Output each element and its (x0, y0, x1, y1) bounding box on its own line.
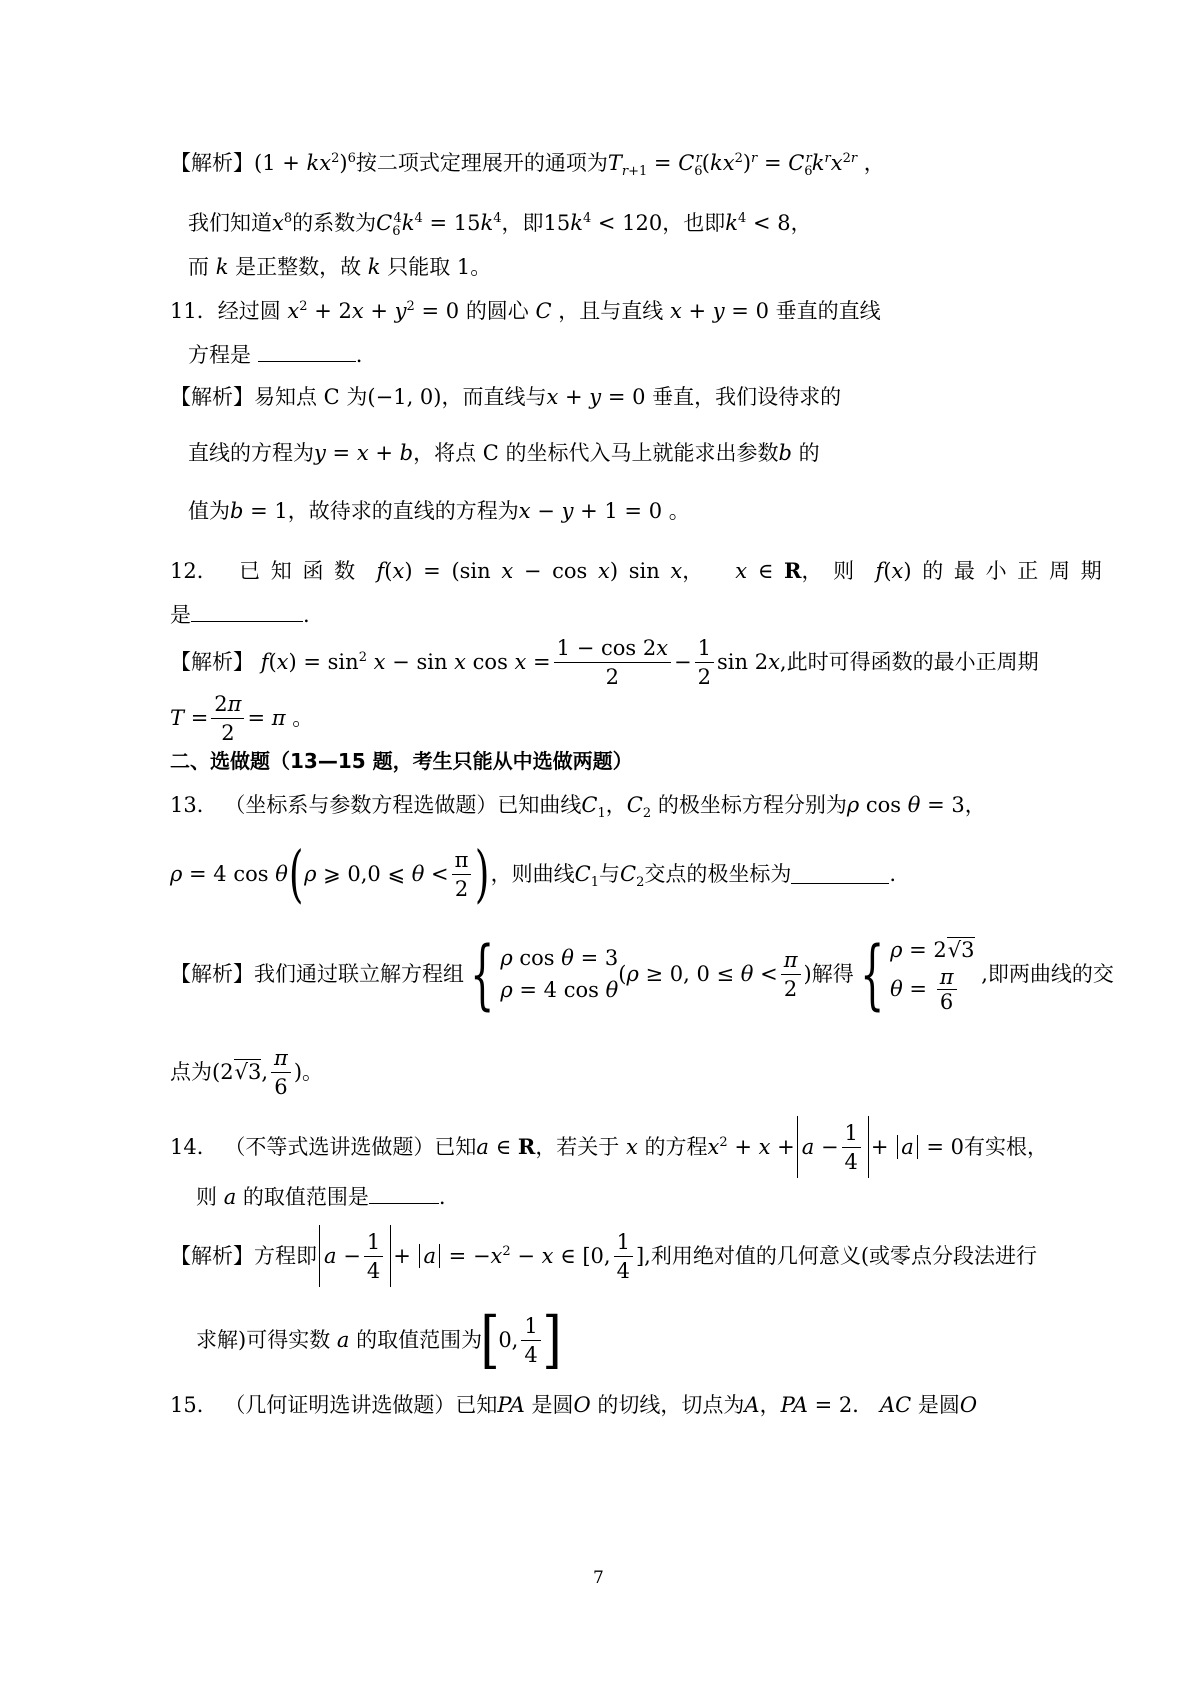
text: ， (759, 1393, 781, 1417)
text: ， 则 (801, 559, 855, 583)
math-expr: − (674, 650, 692, 674)
text: 的 最 小 正 周 期 (922, 559, 1102, 583)
text: ， (682, 559, 704, 583)
question-number: 14． (170, 1135, 218, 1159)
fraction: $\frac{\pi}{2}$ (781, 946, 801, 1003)
text: ，则曲线 (490, 862, 575, 886)
text: ． (852, 1393, 874, 1417)
text: 。 (292, 706, 314, 730)
question-11: 11．经过圆 $x^2 + 2x + y^2 = 0$ 的圆心 C ，且与直线 x + y = 0 垂直的直线 (170, 299, 881, 323)
fraction: $\frac{1}{2}$ (695, 634, 714, 691)
brace: { (859, 929, 884, 1018)
section-heading: 二、选做题（13—15 题，考生只能从中选做两题） (170, 749, 633, 773)
fraction: $\frac{1 - \cos 2x}{2}$ (554, 634, 671, 691)
math-expr: ρ ⩾ 0,0 ⩽ θ < (304, 862, 449, 886)
fraction: $\frac{1}{4}$ (521, 1312, 540, 1369)
text: 的取值范围为 (356, 1328, 483, 1352)
text: 。 (668, 499, 690, 523)
brace: { (470, 929, 495, 1018)
math-expr: + a = 0 (870, 1135, 965, 1159)
text: 我们知道 (188, 211, 272, 235)
math-expr: ) (293, 1060, 303, 1084)
answer-13-line-2 (170, 1040, 323, 1104)
text: ,此时可得函数的最小正周期 (779, 650, 1039, 674)
fraction: $\frac{2\pi}{2}$ (211, 690, 244, 747)
math-expr: PA = 2 (780, 1393, 853, 1417)
bracket-left: [ (480, 1303, 500, 1376)
answer-14-line-1 (170, 1220, 1037, 1292)
math-expr: T = (170, 706, 209, 730)
answer-12-line-2 (170, 686, 313, 750)
question-15: 15． （几何证明选讲选做题）已知PA 是圆O 的切线，切点为A，PA = 2． AC 是圆O (170, 1393, 978, 1417)
answer-blank (191, 603, 303, 622)
math-expr: $15k^4 < 120$ (543, 211, 663, 235)
text: 则 (196, 1185, 217, 1209)
question-14: 14． （不等式选讲选做题）已知 a ∈ R ，若关于 x 的方程 $x^2 + x$ + a − $\frac{1}{4}$ + a = 0 有实根， (170, 1112, 1048, 1182)
math-expr: $f(x) = \sin^2 x - \sin x$ cos x = (260, 650, 551, 674)
page-number: 7 (593, 1568, 604, 1588)
question-number: 13． (170, 793, 218, 817)
question-number: 15． (170, 1393, 218, 1417)
math-expr: 0, (498, 1328, 519, 1352)
text: 的圆心 (465, 299, 529, 323)
text: 经过圆 (217, 299, 281, 323)
text: 易知点 C 为 (254, 385, 368, 409)
math-expr: y = x + b (314, 441, 414, 465)
math-expr: ] (635, 1244, 645, 1268)
analysis-label: 【解析】 (170, 151, 254, 175)
answer-14-line-2: 求解)可得实数 a 的取值范围为 [ 0, $\frac{1}{4}$ ] (196, 1303, 562, 1376)
math-expr: $(1 + kx^2)^6$ (254, 151, 356, 175)
math-expr: x + y = 0 (546, 385, 646, 409)
text: 直线的方程为 (188, 441, 314, 465)
text: 解得 (811, 962, 854, 986)
math-expr: ) (803, 962, 812, 986)
text: （不等式选讲选做题）已知 (224, 1135, 477, 1159)
math-expr: (ρ ≥ 0, 0 ≤ θ < (618, 962, 778, 986)
absolute-value: a − $\frac{1}{4}$ (319, 1225, 391, 1287)
text: 点为 (170, 1060, 212, 1084)
question-number: 11． (170, 299, 218, 323)
text: 方程即 (254, 1244, 317, 1268)
math-expr: $x^2 + 2x + y^2 = 0$ (287, 299, 460, 323)
fraction: $\frac{\pi}{6}$ (271, 1044, 291, 1101)
paren-left: ( (288, 837, 304, 910)
text: 按二项式定理展开的通项为 (355, 151, 608, 175)
text: 的取值范围是 (242, 1185, 369, 1209)
question-12 (170, 556, 1102, 586)
math-expr: $k^4 < 8$ (725, 211, 791, 235)
text: 是正整数，故 (235, 255, 362, 279)
text: 的 (798, 441, 820, 465)
question-11-cont: 方程是 . (188, 343, 363, 367)
text: 是圆 (917, 1393, 960, 1417)
text: ,利用绝对值的几何意义(或零点分段法进行 (644, 1244, 1038, 1268)
text: 与 (599, 862, 621, 886)
math-expr: f(x) = (sin x − cos x) sin x (376, 559, 683, 583)
question-13-cont: ρ = 4 cos θ ( ρ ⩾ 0,0 ⩽ θ < $\frac{\pi}{2}$ ) ，则曲线 $C_1$ 与 $C_2$ 交点的极坐标为 . (170, 837, 897, 910)
answer-11-line-3 (188, 496, 690, 526)
text: 是圆 (531, 1393, 574, 1417)
math-expr: $C_1$，$C_2$ (581, 793, 652, 822)
text: 的切线，切点为 (597, 1393, 745, 1417)
math-expr: $C_6^4k^4 = 15k^4$ (376, 211, 502, 240)
text: 方程是 (188, 343, 251, 367)
math-expr: $C_2$ (620, 862, 645, 891)
fraction: $\frac{1}{4}$ (614, 1228, 633, 1285)
math-expr: + $a = -x^2 - x$ ∈ [0, (393, 1244, 611, 1268)
text: 垂直，我们设待求的 (652, 385, 842, 409)
answer-blank (369, 1185, 439, 1204)
math-expr: $x^2 + x$ + (707, 1135, 795, 1159)
text: ， (964, 793, 986, 817)
math-expr: $T_{r+1} = C_6^r(kx^2)^r = C_6^rk^rx^{2r}$ ， (607, 151, 885, 180)
text: ，而直线与 (441, 385, 547, 409)
text: 求解)可得实数 (196, 1328, 331, 1352)
bracket-right: ] (542, 1303, 562, 1376)
answer-11-line-2: 直线的方程为y = x + b，将点 C 的坐标代入马上就能求出参数b 的 (188, 441, 820, 465)
paren-right: ) (475, 837, 490, 910)
text: 交点的极坐标为 (644, 862, 792, 886)
absolute-value: a − $\frac{1}{4}$ (797, 1116, 869, 1178)
text: （几何证明选讲选做题）已知 (224, 1393, 498, 1417)
math-expr: x − y + 1 = 0 (518, 499, 663, 523)
equation-system: ρ cos θ = 3 ρ = 4 cos θ (500, 946, 619, 1002)
text: 有实根， (964, 1135, 1049, 1159)
math-expr: $x^8$ (272, 211, 293, 235)
analysis-label: 【解析】 (170, 385, 254, 409)
question-13 (170, 790, 986, 820)
math-expr: b = 1 (230, 499, 288, 523)
text: 而 (188, 255, 209, 279)
answer-13-line-1 (170, 929, 1114, 1018)
answer-11-line-1 (170, 382, 841, 412)
text: 垂直的直线 (775, 299, 881, 323)
text: 只能取 1。 (387, 255, 492, 279)
analysis-label: 【解析】 (170, 650, 254, 674)
math-expr: x ∈ R (735, 558, 802, 583)
answer-blank (258, 343, 356, 362)
math-expr: ρ cos θ = 3 (846, 793, 965, 817)
equation-system: ρ = 2√3 θ = $\frac{\pi}{6}$ (890, 937, 975, 1014)
math-expr: ρ = 4 cos θ (170, 862, 288, 886)
question-number: 12． (170, 559, 218, 583)
math-expr: x + y = 0 (669, 299, 769, 323)
math-expr: $C_1$ (574, 862, 600, 891)
text: 的方程 (644, 1135, 708, 1159)
text: ，将点 C 的坐标代入马上就能求出参数 (413, 441, 779, 465)
answer-blank (791, 865, 889, 884)
question-14-cont: 则 a 的取值范围是 . (196, 1185, 446, 1209)
text: ,即两曲线的交 (981, 962, 1114, 986)
text: ，也即 (662, 211, 726, 235)
text: （坐标系与参数方程选做题）已知曲线 (224, 793, 582, 817)
text: 。 (302, 1060, 324, 1084)
text: ，且与直线 (558, 299, 664, 323)
text: 值为 (188, 499, 230, 523)
analysis-label: 【解析】 (170, 962, 254, 986)
math-expr: f(x) (875, 559, 912, 583)
fraction: $\frac{\pi}{2}$ (452, 846, 472, 903)
analysis-label: 【解析】 (170, 1244, 254, 1268)
text: ，故待求的直线的方程为 (287, 499, 519, 523)
math-expr: (−1, 0) (367, 385, 442, 409)
analysis-line-2 (188, 208, 812, 238)
text: ，若关于 (535, 1135, 620, 1159)
text: 我们通过联立解方程组 (254, 962, 464, 986)
analysis-line-3: 而 k 是正整数，故 k 只能取 1。 (188, 255, 492, 279)
math-expr: = π (247, 706, 286, 730)
text: 的系数为 (292, 211, 377, 235)
analysis-line-1 (170, 148, 885, 178)
text: 是 (170, 603, 191, 627)
text: ，即 (501, 211, 544, 235)
math-expr: (2√3, (212, 1060, 268, 1084)
question-12-cont: 是 . (170, 603, 310, 627)
text: 已 知 函 数 (239, 559, 356, 583)
text: ， (790, 211, 812, 235)
text: 的极坐标方程分别为 (657, 793, 847, 817)
answer-12-line-1 (170, 630, 1039, 694)
math-expr: a ∈ R (476, 1134, 536, 1159)
math-expr: sin 2x (717, 650, 780, 674)
